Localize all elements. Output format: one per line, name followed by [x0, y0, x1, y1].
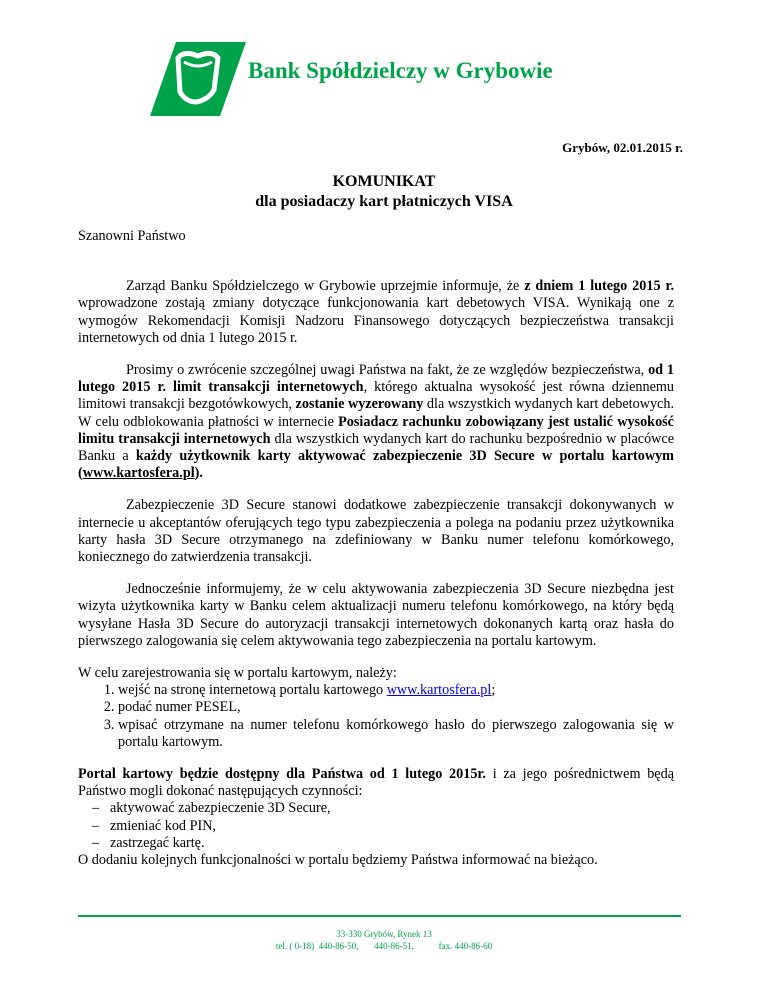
list-item: 3. wpisać otrzymane na numer telefonu komórkowego hasło do pierwszego zalogowania się w portalu kartowym. [118, 717, 674, 751]
footer [0, 928, 768, 952]
kartosfera-link-bold[interactable]: www.kartosfera.pl [82, 465, 195, 482]
paragraph-3: Zabezpieczenie 3D Secure stanowi dodatkowe zabezpieczenie transakcji dokonywanych w internecie u akceptantów oferujących tego typu zabezpieczenia a polega na podaniu przez użytkownika karty hasła 3D Secure otrzymanego na zdefiniowany w Banku numer telefonu komórkowego, koniecznego do zatwierdzenia transakcji. [78, 497, 674, 566]
list-item: – aktywować zabezpieczenie 3D Secure, [92, 800, 674, 817]
letter-body [78, 228, 674, 869]
kartosfera-link[interactable]: www.kartosfera.pl [386, 682, 492, 699]
paragraph-4: Jednocześnie informujemy, że w celu aktywowania zabezpieczenia 3D Secure niezbędna jest wizyta użytkownika karty w Banku celem aktualizacji numeru telefonu komórkowego, na który będą wysyłane Hasła 3D Secure do autoryzacji transakcji internetowych dokonanych kartą oraz hasła do pierwszego zalogowania się celem aktywowania tego zabezpieczenia na portalu kartowym. [78, 581, 674, 649]
page-title: KOMUNIKAT [332, 173, 436, 190]
list-item: 2. podać numer PESEL, [118, 699, 674, 716]
footer-address: 33-330 Grybów, Rynek 13 [336, 929, 432, 939]
greeting: Szanowni Państwo [78, 228, 186, 244]
register-intro: W celu zarejestrowania się w portalu kartowym, należy: [78, 665, 397, 682]
footer-divider [78, 915, 681, 917]
bank-logo [148, 40, 688, 118]
paragraph-1: Zarząd Banku Spółdzielczego w Grybowie uprzejmie informuje, że z dniem 1 lutego 2015 r. wprowadzone zostają zmiany dotyczące funkcjonowania kart debetowych VISA. Wynikają one z wymogów Rekomendacji Komisji Nadzoru Finansowego dotyczących bezpieczeństwa transakcji internetowych od dnia 1 lutego 2015 r. [78, 278, 674, 346]
register-steps [78, 682, 674, 751]
page-subtitle: dla posiadaczy kart płatniczych VISA [255, 193, 513, 210]
list-item: – zastrzegać kartę. [92, 835, 674, 852]
list-item: – zmieniać kod PIN, [92, 818, 674, 835]
date-line: Grybów, 02.01.2015 r. [562, 140, 683, 155]
announcement-title [0, 172, 768, 212]
portal-info: Portal kartowy będzie dostępny dla Państwa od 1 lutego 2015r. i za jego pośrednictwem będą Państwo mogli dokonać następujących czynności: [78, 766, 674, 800]
footer-phones: tel. ( 0-18) 440-86-50, 440-86-51, fax. 440-86-60 [275, 941, 493, 951]
list-item: 1. wejść na stronę internetową portalu kartowego www.kartosfera.pl; [118, 682, 674, 699]
portal-features [78, 800, 674, 852]
bank-name: Bank Spółdzielczy w Grybowie [248, 58, 553, 83]
closing-note: O dodaniu kolejnych funkcjonalności w portalu będziemy Państwa informować na bieżąco. [78, 852, 598, 869]
paragraph-2: Prosimy o zwrócenie szczególnej uwagi Państwa na fakt, że ze względów bezpieczeństwa, od 1 lutego 2015 r. limit transakcji internetowych, którego aktualna wysokość jest równa dziennemu limitowi transakcji bezgotówkowych, zostanie wyzerowany dla wszystkich wydanych kart debetowych. W celu odblokowania płatności w internecie Posiadacz rachunku zobowiązany jest ustalić wysokość limitu transakcji internetowych dla wszystkich wydanych kart do rachunku bezpośrednio w placówce Banku a każdy użytkownik karty aktywować zabezpieczenie 3D Secure w portalu kartowym (www.kartosfera.pl). [78, 362, 675, 482]
